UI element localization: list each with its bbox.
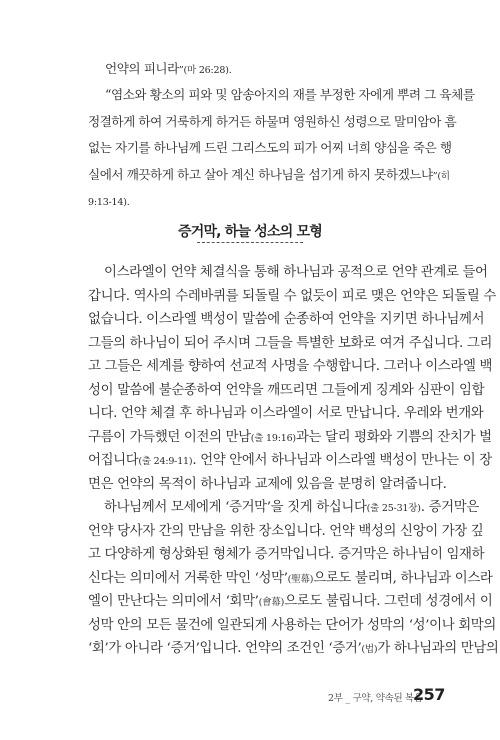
section-heading: 증거막, 하늘 성소의 모형 [178, 224, 322, 240]
scripture-reference: (출 25-31장) [366, 503, 421, 514]
text-run: ‘회’가 아니라 ‘증거’입니다. 언약의 조건인 ‘증거’ [88, 641, 362, 656]
paragraph-line [104, 499, 479, 518]
text-run: 성이 말씀에 불순종하여 언약을 깨뜨리면 그들에게 징계와 심판이 임합 [88, 382, 485, 398]
quote-line [105, 60, 232, 80]
paragraph-line [88, 476, 446, 494]
text-run: 하나님께서 모세에게 ‘증거막’을 짓게 하십니다 [104, 500, 367, 515]
paragraph-line [88, 429, 492, 448]
quote-line [88, 139, 452, 157]
paragraph-line [88, 523, 483, 541]
scripture-reference: ”(히 [432, 170, 450, 182]
paragraph-line [88, 288, 496, 306]
heading-dashed-underline [197, 242, 303, 243]
paragraph-line [88, 546, 484, 564]
text-run: 면은 언약의 목적이 하나님과 교제에 있음을 분명히 알려줍니다. [88, 476, 447, 492]
paragraph-line [88, 617, 496, 635]
text-run: 으로도 불리며, 하나님과 이스라 [313, 570, 493, 586]
scripture-reference: (출 19:16) [250, 432, 296, 444]
text-run: 신다는 의미에서 거룩한 막인 ‘성막’ [88, 570, 288, 586]
text-run: 없는 자기를 하나님께 드린 그리스도의 피가 어찌 너희 양심을 죽은 행 [88, 140, 452, 156]
paragraph-line [88, 452, 492, 471]
text-run: 언약의 피니라 [105, 61, 179, 76]
paragraph-line [88, 311, 484, 329]
text-run: 이스라엘이 언약 체결식을 통해 하나님과 공적으로 언약 관계로 들어 [104, 265, 488, 280]
running-footer-section-label: 2부 _ 구약, 약속된 복음 [328, 693, 423, 704]
text-run: 과는 달리 평화와 기쁨의 잔치가 벌 [295, 429, 492, 445]
text-run: 으로도 불립니다. 그런데 성경에서 이 [284, 594, 493, 609]
paragraph-line [88, 405, 483, 423]
text-run: 그들의 하나님이 되어 주시며 그들을 특별한 보화로 여겨 주십니다. 그리 [88, 335, 493, 351]
text-run: 성막 안의 모든 물건에 일관되게 사용하는 단어가 성막의 ‘성’이나 회막의 [88, 617, 496, 633]
text-run: 갑니다. 역사의 수레바퀴를 되돌릴 수 없듯이 피로 맺은 언약은 되돌릴 수 [88, 288, 496, 304]
scripture-reference: (聖幕) [287, 573, 314, 585]
text-run: . 증거막은 [420, 500, 479, 515]
text-run: “염소와 황소의 피와 및 암송아지의 재를 부정한 자에게 뿌려 그 육체를 [105, 87, 475, 103]
text-run: 실에서 깨끗하게 하고 살아 계신 하나님을 섬기게 하지 못하겠느냐 [88, 166, 433, 182]
text-run: . 언약 안에서 하나님과 이스라엘 백성이 만나는 이 장 [192, 453, 492, 468]
text-run: 고 다양하게 형상화된 형체가 증거막입니다. 증거막은 하나님이 임재하 [88, 547, 485, 562]
quote-line [105, 86, 475, 104]
scripture-reference: (출 24:9-11) [138, 456, 193, 467]
quote-line [88, 113, 456, 131]
scripture-reference: ”(마 26:28). [178, 65, 232, 76]
scripture-reference: (會幕) [258, 597, 285, 608]
paragraph-line [88, 570, 493, 589]
paragraph-line [88, 335, 492, 353]
text-run: 언약 당사자 간의 만남을 위한 장소입니다. 언약 백성의 신앙이 가장 깊 [88, 523, 484, 539]
text-run: 가 하나님과의 만남의 [377, 641, 499, 656]
text-run: 고 그들은 세계를 향하여 선교적 사명을 수행합니다. 그러나 이스라엘 백 [88, 359, 493, 374]
text-run: 정결하게 하여 거룩하게 하거든 하물며 영원하신 성령으로 말미암아 흠 [88, 113, 457, 129]
paragraph-line [88, 358, 492, 376]
paragraph-line [104, 264, 488, 282]
quote-line [88, 192, 130, 212]
text-run: 어집니다 [88, 453, 139, 468]
text-run: 엘이 만난다는 의미에서 ‘회막’ [88, 594, 259, 609]
text-run: 구름이 가득했던 이전의 만남 [88, 429, 251, 445]
paragraph-line [88, 593, 493, 612]
quote-line [88, 166, 450, 186]
text-run: 없습니다. 이스라엘 백성이 말씀에 순종하여 언약을 지키면 하나님께서 [88, 312, 485, 327]
page-number: 257 [413, 685, 445, 704]
paragraph-line [88, 640, 499, 659]
text-run: 니다. 언약 체결 후 하나님과 이스라엘이 서로 만납니다. 우레와 번개와 [88, 406, 484, 421]
scripture-reference: (법) [361, 644, 378, 655]
paragraph-line [88, 382, 484, 400]
scripture-reference: 9:13-14). [88, 197, 130, 208]
